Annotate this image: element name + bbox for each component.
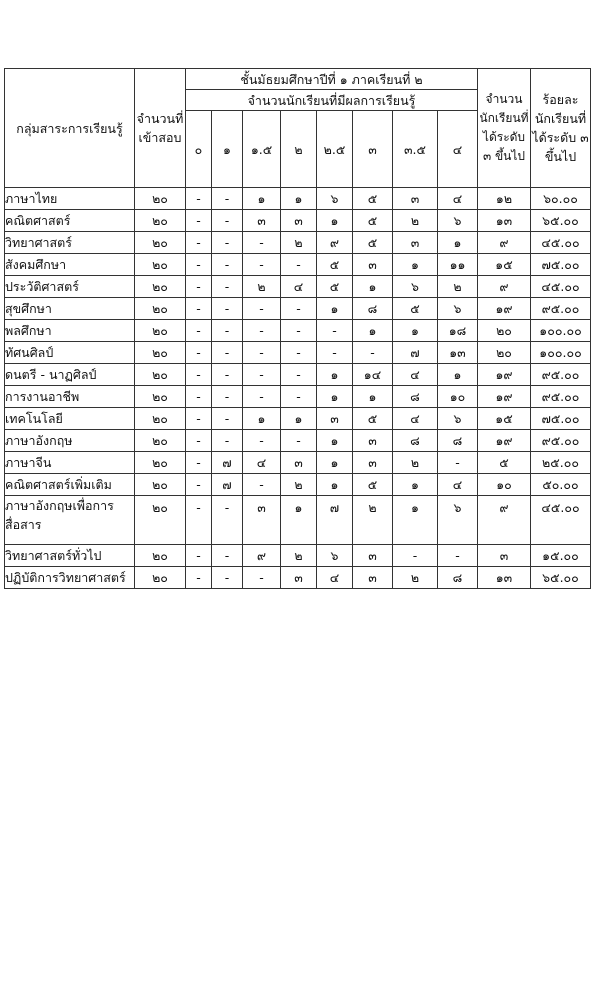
exam-count-cell: ๒๐: [135, 188, 186, 210]
grade-count-cell: -: [281, 386, 317, 408]
grade-count-cell: ๑๓: [438, 342, 478, 364]
level3-percent-cell: ๙๕.๐๐: [531, 386, 591, 408]
grade-count-cell: -: [281, 298, 317, 320]
grade-count-cell: ๑: [438, 232, 478, 254]
level3-count-cell: ๙: [478, 232, 531, 254]
level3-count-cell: ๒๐: [478, 342, 531, 364]
grade-results-table: [4, 68, 591, 589]
grade-count-cell: ๑: [353, 320, 393, 342]
grade-count-cell: ๓: [243, 210, 281, 232]
table-row: [5, 188, 591, 210]
grade-count-cell: ๘: [393, 386, 438, 408]
grade-count-cell: ๘: [353, 298, 393, 320]
exam-count-cell: ๒๐: [135, 496, 186, 545]
grade-count-cell: -: [186, 232, 212, 254]
grade-count-cell: ๕: [317, 276, 353, 298]
grade-count-cell: ๔: [393, 364, 438, 386]
grade-count-cell: -: [212, 545, 243, 567]
grade-count-cell: ๑: [317, 452, 353, 474]
subject-cell: พลศึกษา: [5, 320, 135, 342]
grade-count-cell: -: [212, 210, 243, 232]
level3-percent-cell: ๑๐๐.๐๐: [531, 342, 591, 364]
grade-count-cell: -: [281, 320, 317, 342]
level3-count-cell: ๕: [478, 452, 531, 474]
grade-header: ๐: [186, 111, 212, 188]
grade-count-cell: ๔: [317, 567, 353, 589]
table-row: [5, 254, 591, 276]
exam-count-cell: ๒๐: [135, 232, 186, 254]
subject-cell: ภาษาอังกฤษเพื่อการสื่อสาร: [5, 496, 135, 545]
grade-count-cell: -: [212, 567, 243, 589]
grade-count-cell: -: [212, 496, 243, 545]
grade-count-cell: ๓: [393, 188, 438, 210]
grade-count-cell: ๖: [438, 298, 478, 320]
grade-count-cell: -: [186, 452, 212, 474]
table-row: [5, 430, 591, 452]
grade-count-cell: ๒: [353, 496, 393, 545]
grade-count-cell: -: [186, 210, 212, 232]
grade-count-cell: -: [186, 320, 212, 342]
subject-cell: คณิตศาสตร์เพิ่มเติม: [5, 474, 135, 496]
grade-count-cell: ๖: [317, 545, 353, 567]
grade-count-cell: -: [243, 320, 281, 342]
exam-count-cell: ๒๐: [135, 210, 186, 232]
grade-count-cell: -: [212, 232, 243, 254]
grade-count-cell: ๗: [212, 474, 243, 496]
grade-count-cell: ๑: [243, 188, 281, 210]
grade-header: ๔: [438, 111, 478, 188]
table-row: [5, 210, 591, 232]
grade-count-cell: ๓: [353, 567, 393, 589]
grade-count-cell: ๒: [393, 567, 438, 589]
level3-count-cell: ๑๐: [478, 474, 531, 496]
level3-count-cell: ๙: [478, 496, 531, 545]
grade-count-cell: ๔: [281, 276, 317, 298]
grade-count-cell: ๒: [243, 276, 281, 298]
grade-count-cell: ๒: [281, 232, 317, 254]
grade-count-cell: ๑๘: [438, 320, 478, 342]
grade-count-cell: -: [212, 364, 243, 386]
subject-cell: ภาษาจีน: [5, 452, 135, 474]
grade-count-cell: -: [317, 342, 353, 364]
subject-cell: สังคมศึกษา: [5, 254, 135, 276]
grade-count-cell: -: [243, 342, 281, 364]
level3-percent-cell: ๙๕.๐๐: [531, 430, 591, 452]
subject-cell: ภาษาไทย: [5, 188, 135, 210]
subject-cell: วิทยาศาสตร์: [5, 232, 135, 254]
grade-count-cell: ๑: [353, 276, 393, 298]
level3-percent-cell: ๑๕.๐๐: [531, 545, 591, 567]
grade-count-cell: ๓: [243, 496, 281, 545]
exam-count-cell: ๒๐: [135, 320, 186, 342]
grade-count-cell: ๑: [438, 364, 478, 386]
table-body: [5, 188, 591, 589]
grade-count-cell: ๒: [438, 276, 478, 298]
grade-count-cell: ๑: [317, 430, 353, 452]
table-row: [5, 496, 591, 545]
table-row: [5, 474, 591, 496]
grade-count-cell: ๒: [393, 210, 438, 232]
exam-count-cell: ๒๐: [135, 298, 186, 320]
grade-count-cell: -: [281, 430, 317, 452]
level3-percent-cell: ๙๕.๐๐: [531, 364, 591, 386]
grade-count-cell: -: [186, 430, 212, 452]
subject-cell: ดนตรี - นาฏศิลป์: [5, 364, 135, 386]
grade-count-cell: ๓: [281, 210, 317, 232]
grade-count-cell: ๕: [393, 298, 438, 320]
grade-count-cell: -: [212, 188, 243, 210]
grade-count-cell: -: [393, 545, 438, 567]
exam-count-cell: ๒๐: [135, 386, 186, 408]
grade-count-cell: ๖: [438, 496, 478, 545]
grade-count-cell: ๑: [393, 496, 438, 545]
grade-count-cell: ๑๑: [438, 254, 478, 276]
grade-count-cell: ๔: [393, 408, 438, 430]
grade-count-cell: -: [243, 364, 281, 386]
exam-count-cell: ๒๐: [135, 474, 186, 496]
level3-percent-cell: ๙๕.๐๐: [531, 298, 591, 320]
level3-percent-cell: ๔๕.๐๐: [531, 496, 591, 545]
level3-count-cell: ๑๙: [478, 298, 531, 320]
grade-count-cell: ๒: [281, 545, 317, 567]
exam-count-cell: ๒๐: [135, 545, 186, 567]
grade-count-cell: -: [353, 342, 393, 364]
header-subject-group: กลุ่มสาระการเรียนรู้: [5, 69, 135, 188]
level3-count-cell: ๙: [478, 276, 531, 298]
grade-count-cell: ๔: [243, 452, 281, 474]
grade-count-cell: -: [186, 276, 212, 298]
grade-count-cell: -: [186, 408, 212, 430]
exam-count-cell: ๒๐: [135, 254, 186, 276]
subject-cell: ประวัติศาสตร์: [5, 276, 135, 298]
grade-count-cell: ๖: [438, 210, 478, 232]
header-level3-count: จำนวนนักเรียนที่ได้ระดับ ๓ ขึ้นไป: [478, 69, 531, 188]
table-row: [5, 342, 591, 364]
grade-count-cell: ๗: [393, 342, 438, 364]
level3-percent-cell: ๕๐.๐๐: [531, 474, 591, 496]
grade-count-cell: -: [186, 364, 212, 386]
grade-count-cell: -: [243, 232, 281, 254]
header-result-title: จำนวนนักเรียนที่มีผลการเรียนรู้: [186, 90, 478, 111]
grade-count-cell: ๑: [243, 408, 281, 430]
grade-count-cell: -: [243, 386, 281, 408]
grade-count-cell: ๑: [353, 386, 393, 408]
table-row: [5, 298, 591, 320]
grade-count-cell: ๓: [353, 254, 393, 276]
grade-count-cell: ๓: [281, 452, 317, 474]
level3-count-cell: ๑๕: [478, 408, 531, 430]
grade-count-cell: -: [186, 188, 212, 210]
level3-percent-cell: ๖๐.๐๐: [531, 188, 591, 210]
level3-percent-cell: ๖๕.๐๐: [531, 210, 591, 232]
grade-count-cell: ๒: [281, 474, 317, 496]
grade-count-cell: ๕: [353, 408, 393, 430]
grade-count-cell: -: [212, 386, 243, 408]
grade-count-cell: ๑: [317, 386, 353, 408]
grade-count-cell: ๖: [317, 188, 353, 210]
grade-count-cell: ๕: [317, 254, 353, 276]
subject-cell: เทคโนโลยี: [5, 408, 135, 430]
grade-count-cell: -: [212, 408, 243, 430]
level3-percent-cell: ๖๕.๐๐: [531, 567, 591, 589]
subject-cell: ทัศนศิลป์: [5, 342, 135, 364]
grade-count-cell: ๓: [353, 430, 393, 452]
grade-header: ๒.๕: [317, 111, 353, 188]
grade-count-cell: -: [212, 430, 243, 452]
grade-count-cell: ๙: [317, 232, 353, 254]
grade-count-cell: -: [243, 298, 281, 320]
grade-count-cell: -: [186, 567, 212, 589]
level3-count-cell: ๑๙: [478, 430, 531, 452]
grade-header: ๒: [281, 111, 317, 188]
table-row: [5, 320, 591, 342]
grade-count-cell: -: [212, 254, 243, 276]
grade-count-cell: -: [186, 298, 212, 320]
grade-count-cell: -: [243, 430, 281, 452]
header-term-title: ชั้นมัธยมศึกษาปีที่ ๑ ภาคเรียนที่ ๒: [186, 69, 478, 90]
grade-count-cell: ๕: [353, 188, 393, 210]
grade-count-cell: ๓: [353, 452, 393, 474]
level3-count-cell: ๑๙: [478, 364, 531, 386]
level3-count-cell: ๑๒: [478, 188, 531, 210]
grade-count-cell: ๕: [353, 210, 393, 232]
grade-count-cell: ๑: [393, 474, 438, 496]
grade-count-cell: ๑: [393, 254, 438, 276]
level3-count-cell: ๑๓: [478, 567, 531, 589]
grade-count-cell: ๘: [438, 430, 478, 452]
grade-count-cell: ๗: [212, 452, 243, 474]
header-level3-percent: ร้อยละนักเรียนที่ได้ระดับ ๓ ขึ้นไป: [531, 69, 591, 188]
subject-cell: ภาษาอังกฤษ: [5, 430, 135, 452]
grade-count-cell: -: [186, 386, 212, 408]
exam-count-cell: ๒๐: [135, 567, 186, 589]
level3-count-cell: ๑๙: [478, 386, 531, 408]
grade-count-cell: ๓: [353, 545, 393, 567]
grade-count-cell: -: [243, 254, 281, 276]
subject-cell: สุขศึกษา: [5, 298, 135, 320]
level3-percent-cell: ๗๕.๐๐: [531, 408, 591, 430]
subject-cell: การงานอาชีพ: [5, 386, 135, 408]
level3-count-cell: ๒๐: [478, 320, 531, 342]
level3-count-cell: ๑๕: [478, 254, 531, 276]
grade-header: ๑.๕: [243, 111, 281, 188]
grade-count-cell: -: [438, 545, 478, 567]
grade-count-cell: ๑: [281, 496, 317, 545]
grade-count-cell: -: [186, 496, 212, 545]
grade-count-cell: -: [212, 276, 243, 298]
table-row: [5, 364, 591, 386]
exam-count-cell: ๒๐: [135, 430, 186, 452]
grade-count-cell: -: [186, 254, 212, 276]
exam-count-cell: ๒๐: [135, 408, 186, 430]
grade-header: ๓.๕: [393, 111, 438, 188]
grade-count-cell: ๑: [317, 298, 353, 320]
table-row: [5, 452, 591, 474]
grade-count-cell: ๓: [317, 408, 353, 430]
grade-count-cell: ๖: [393, 276, 438, 298]
grade-count-cell: -: [212, 320, 243, 342]
exam-count-cell: ๒๐: [135, 342, 186, 364]
grade-header: ๓: [353, 111, 393, 188]
grade-count-cell: ๓: [393, 232, 438, 254]
table-row: [5, 567, 591, 589]
grade-count-cell: ๙: [243, 545, 281, 567]
grade-count-cell: -: [243, 474, 281, 496]
grade-count-cell: ๕: [353, 474, 393, 496]
table-row: [5, 408, 591, 430]
grade-count-cell: ๑๔: [353, 364, 393, 386]
level3-percent-cell: ๗๕.๐๐: [531, 254, 591, 276]
grade-count-cell: ๗: [317, 496, 353, 545]
header-exam-count: จำนวนที่เข้าสอบ: [135, 69, 186, 188]
exam-count-cell: ๒๐: [135, 452, 186, 474]
grade-count-cell: ๔: [438, 188, 478, 210]
level3-percent-cell: ๒๕.๐๐: [531, 452, 591, 474]
grade-count-cell: -: [281, 254, 317, 276]
grade-count-cell: ๑: [281, 408, 317, 430]
subject-cell: ปฏิบัติการวิทยาศาสตร์: [5, 567, 135, 589]
level3-percent-cell: ๔๕.๐๐: [531, 232, 591, 254]
table-row: [5, 276, 591, 298]
grade-count-cell: ๑: [281, 188, 317, 210]
grade-count-cell: ๓: [281, 567, 317, 589]
level3-count-cell: ๑๓: [478, 210, 531, 232]
exam-count-cell: ๒๐: [135, 276, 186, 298]
subject-cell: วิทยาศาสตร์ทั่วไป: [5, 545, 135, 567]
grade-header: ๑: [212, 111, 243, 188]
table-row: [5, 232, 591, 254]
grade-count-cell: -: [212, 342, 243, 364]
grade-count-cell: -: [186, 545, 212, 567]
grade-count-cell: -: [317, 320, 353, 342]
grade-count-cell: ๑: [317, 364, 353, 386]
grade-count-cell: -: [212, 298, 243, 320]
grade-count-cell: ๕: [353, 232, 393, 254]
table-row: [5, 386, 591, 408]
level3-percent-cell: ๑๐๐.๐๐: [531, 320, 591, 342]
exam-count-cell: ๒๐: [135, 364, 186, 386]
grade-count-cell: -: [438, 452, 478, 474]
table-row: [5, 545, 591, 567]
level3-percent-cell: ๔๕.๐๐: [531, 276, 591, 298]
grade-count-cell: -: [186, 474, 212, 496]
subject-cell: คณิตศาสตร์: [5, 210, 135, 232]
grade-count-cell: ๑: [317, 474, 353, 496]
grade-count-cell: ๑๐: [438, 386, 478, 408]
grade-count-cell: ๑: [393, 320, 438, 342]
grade-count-cell: -: [186, 342, 212, 364]
grade-count-cell: ๘: [438, 567, 478, 589]
grade-count-cell: ๘: [393, 430, 438, 452]
grade-count-cell: -: [281, 364, 317, 386]
level3-count-cell: ๓: [478, 545, 531, 567]
grade-count-cell: -: [281, 342, 317, 364]
grade-count-cell: ๑: [317, 210, 353, 232]
grade-count-cell: -: [243, 567, 281, 589]
grade-count-cell: ๔: [438, 474, 478, 496]
grade-count-cell: ๒: [393, 452, 438, 474]
grade-count-cell: ๖: [438, 408, 478, 430]
